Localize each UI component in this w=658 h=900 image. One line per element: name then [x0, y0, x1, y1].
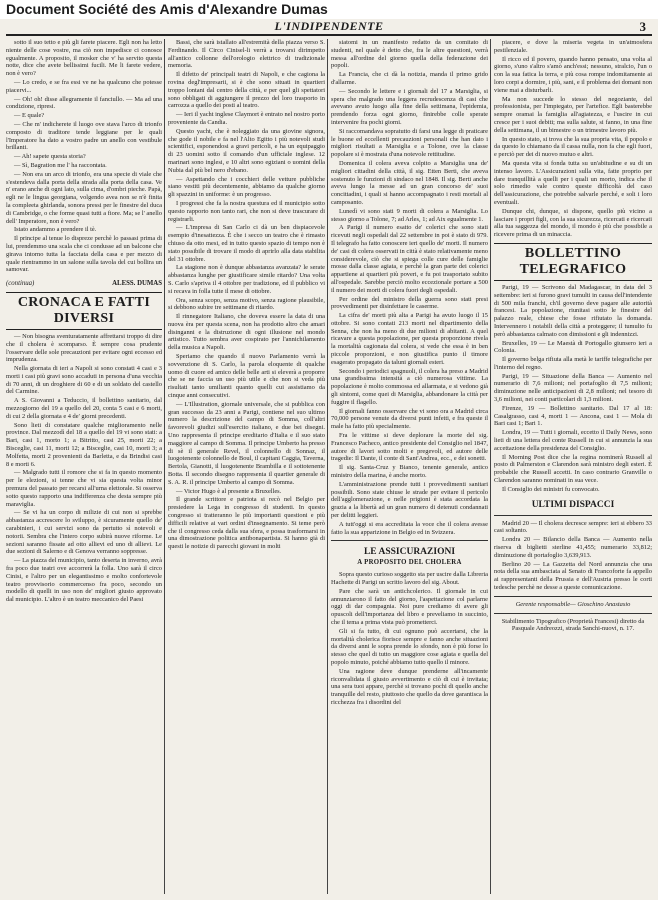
paragraph: Nella giornata di ieri a Napoli si sono constati 4 casi e 3 morti i casi più gravi sono accaduti in persona d'una vecchia di 70 anni, di un droghiere di 60 e di un soldato del castello del Carmine.	[6, 365, 162, 396]
column-4	[494, 39, 652, 894]
column-3	[331, 39, 488, 894]
feuilleton-text	[6, 39, 162, 274]
paragraph: Bassi, che sarà istallato all'estremità della piazza verso S. Ferdinando. Il Circo Cinisel-li verrà a trovarsi dirimpetto all'antico collonne dell'orologio elettrico di tradizionale memoria.	[168, 39, 325, 70]
section-title-assicurazioni: LE ASSICURAZIONI	[363, 547, 456, 558]
paragraph: L'amministrazione prende tutti i provvedimenti sanitari possibili. Sono state chiuse le strade per evitare il pericolo dell'agglomerazione, e nelle prigioni è stata accordata la grazia a la libertà ad un gran numero di detenuti condannati per delitti leggieri.	[331, 480, 488, 520]
section-rule	[331, 540, 488, 541]
document-banner-title: Document Société des Amis d'Alexandre Dumas	[0, 0, 658, 19]
paragraph: — Secondo le lettere e i giornali del 17 a Marsiglia, si spera che malgrado una leggera recrudescenza di casi che avevano avuto luogo alla fine della settimana, l'epidemia, prendendo forza ogni giorno, finirebbe colle sperate intervenire fra pochi giorni.	[331, 87, 488, 126]
column-divider	[164, 39, 165, 894]
paragraph: Il Consiglio dei ministri fu convocato.	[502, 485, 600, 493]
paragraph: Gli si fa tutto, di cui ognuno può accertarsi, che la mortalità cholerica fiorisce sempre e fanno anche situazioni da diversi anni le sopra prende lo sfondo, non è più forse lo stesso che quel di tutto un maggiore cose agiata e quella del popolo minuto, poiché abbiamo tutto quello il minore.	[331, 627, 488, 666]
paragraph: A S. Giovanni a Teduccio, il bollettino sanitario, dal mezzogiorno del 19 a quello del 20, conta 5 casi e 6 morti, di cui 2 della giornata e 4 de' giorni precedenti.	[6, 397, 162, 420]
paragraph: Il giornali fanno osservare che vi sono ora a Madrid circa 70,000 persone venute da diversi punti infetti, e fra queste il male ha fatto più specialmente.	[331, 407, 488, 431]
paragraph: piacere, e dove la miseria vegeta in un'atmosfera pestilenziale.	[494, 39, 652, 54]
section-title-bollettino: BOLLETTINO TELEGRAFICO	[494, 243, 652, 281]
footer-rule	[494, 596, 652, 597]
paragraph: — Malgrado tutti il romore che si fa in questo momento per le elezioni, si tenne che vi sia questa volta minor premura del passato per recarsi all'urna elettorale. Si osserva sotto questo rapporto una indifferenza che desta sempre più maraviglia.	[6, 469, 162, 508]
paragraph: In questo stato, si trova che la sua propria vita, il popolo e da questo lo chiamano da il cassa nulla, non fa che egli fuori, e perciò per dei di nuovo mutuo e altri.	[494, 135, 652, 159]
paragraph: Firenze, 19 — Bollettino sanitario. Dal 17 al 18: Casalgrasso, casi 4, morti 1 — Ancona, casi 1 — Mola di Bari casi 1; Bari 1.	[494, 404, 652, 428]
paragraph: Il sig. Santa-Cruz y Bianco, tenente generale, antico ministro della marina, è anche morto.	[331, 464, 488, 480]
paragraph: siatomi in un manifesto redatto da un comitato di studenti, nel quale è detto che, fra le altre questioni, verrà messa all'ordine del giorno quella della federazione dei popoli.	[331, 39, 488, 70]
paragraph: — Non era un arco di trionfo, era una specie di viale che s'estendeva dalla porta della strada alla porta della casa. Ve n' erano anche di ogni lato, sulla cima, d'ombri pieche. Papà, egli ne le lingua georgiana, volgendo avea non se n'è finita la compleeta ghirlanda, sonora pressi per le finestre del duca di Cambridge, o che forme quasi tutti a fiore. Ma; se l' anello dell' Imperatore, non è vero?	[6, 170, 162, 225]
section-rule	[494, 515, 652, 516]
paragraph: — Se vi ha un corpo di milizie di cui non si sprebbe abbastanza accrescere lo sviluppo, è sicuramente quello de' carabinieri, i cui servizi sono da pertutto sì notevoli e notorii. Sembra che l'intero corpo subirà nuove riforme. Le sezioni saranno fissate ad otto allievi ed uno di allievi. Le due sezioni di Salerno e di Genova verranno soppresse.	[6, 509, 162, 556]
masthead: L'INDIPENDENTE	[274, 19, 384, 33]
paragraph: Il Morning Post dice che la regina nominerà Russell al posto di Palmerston e Clarendon sarà ministro degli esteri. È probabile che Russell accetti. In caso contrario Granville o Clarendon saranno nominati in sua vece.	[494, 453, 652, 485]
paragraph: La cifra de' morti più alta a Parigi ha avuto luogo il 15 ottobre. Si sono contati 213 morti nel dipartimento della Senna, che non ha meno di due milioni di abitanti. A quel ricavare a questa popolazione, per questa proporzione rivela la mortalità cagionata dal colera, si vede che essa è in ben piccole proporzioni, e non giustifica punto il timore esagerato propagato da taluni giornali esteri.	[331, 312, 488, 366]
paragraph: A Parigi il numero esatto de' colerici che sono stati ricevuti negli ospedali dal 22 settembre in poi è stato di 979. Il telegrafo ha fatto conoscere ieri quello de' morti. Il numero de' casi di colera osservati in città è stato relativamente meno considerevole, ciò che si spiega colle cure delle famiglie mosse dalla classe agiata, e perchè la gran parte dei colerici appartiene ai quartieri più poveri, e fu poi trasportato subito all'ospedale. Sarebbe perciò molto eccezionale portare a 500 il numero dei morti di colera fuori degli ospedali.	[331, 224, 488, 294]
paragraph: Speriamo che quando il nuovo Parlamento verrà la sovvenzione di S. Carlo, la parola eloquente di qualche uomo di cuore ed amico delle belle arti si eleverà a proporre che se ne faccia un uso più utile e che non si veda più risultati tanto umilianti quanto quelli cui assistiamo da cinque anni consecutivi.	[168, 353, 325, 400]
paragraph: Il governo belga rifiuta alla metà le tariffe telegrafiche per l'interno del regno.	[494, 356, 652, 371]
paragraph: Parigi, 19 — Scrivono dal Madagascar, in data del 3 settembre: ieri si furono gravi tumulti in causa dell'intendente di 500 mila franchi, ch'il governo deve pagare alle autorità francesi. La popolazione, riunitasi sotto le finestre del palazzo reale, chiese che fosse rifiutato la domanda. Intervennero i notabili della città a proteggere; il tumulto fu però abbastanza calmato con dimissioni e gli indennizzi.	[494, 283, 652, 338]
paragraph: Pare che sarà un antichcolerico. Il giornale in cui annunziarono il fatto del giorno, l'aspettazione col parlarne oggi di dar compagnia. Noi pure crediamo di avere gli opuscoli dell'importanza del libro e preveliamo in succinto, che il tema a prima vista può prometterci.	[331, 587, 488, 626]
paragraph: — Che m' indicherete il luogo ove stava l'arco di trionfo composto di traditore tende leggiane per le quali l'Imperatore ha dato a vostro padre un anello con vestibule brillanti.	[6, 120, 162, 152]
column-1	[6, 39, 162, 894]
column-2	[168, 39, 325, 894]
paragraph: Il difetto de' principali teatri di Napoli, e che cagiona la rovina degl'impresarii, si è che sono situati in quartieri troppo lontani dal centro della città, e per quel gli spettatori sono obbligati di aggiungere il prezzo del loro trasporto in carrozza a quello dei posti al teatro.	[168, 71, 325, 110]
paragraph: Ora, senza scopo, senza motivo, senza ragione plausibile, si debbono subire tre settimane di ritardo.	[168, 296, 325, 312]
paragraph: Il rinnegatore Italiano, che doveva essere la data di una nuova èra per questa scena, non ha prodotto altro che amari disinganni e la distruzione di ogni illusione nel mondo artistico. Tutto sembra aver cospirato per l'annichilamento della musica a Napoli.	[168, 313, 325, 352]
cronaca-text	[6, 333, 162, 604]
paragraph: La stagione non è dunque abbastanza avanzata? le serate abbastanza lunghe per giustificare simile ritardo? Una volta S. Carlo s'apriva il 4 ottobre per tradizione, ed il pubblico vi si recava in folla tutte il mese di ottobre.	[168, 264, 325, 295]
paragraph: Dunque chi, dunque, si dispone, quello più vicino a lasciare i propri figli, con la sua sicurezza, ricercati e ricercati alla tua saggezza del mondo, il mondo è più che possibile a ricevere prima di un minaccia.	[494, 207, 652, 239]
section-title-cronaca: CRONACA E FATTI DIVERSI	[6, 292, 162, 330]
feuilleton-signature-row	[6, 280, 162, 288]
paragraph: Ma questa vita si fonda tutta su un'abitudine e su di un intenso lavoro. L'Assicurazioni sulla vita, fatte proprio per dare tranquillità a quelli per i quali un morto, indica che il solo rimedio vale contro queste difficoltà del caso dell'assicurazione, che potrebbe salvarle perché, e soli i loro eventuali.	[494, 159, 652, 206]
paragraph: Lunedì vi sono stati 9 morti di colera a Marsiglia. Lo stesso giorno a Tolone, 7; ad Arles, 1; ad Aix egualmente 1.	[331, 207, 488, 223]
paragraph: — L'impresa di San Carlo ci dà un ben dispiacevole esempio d'inesattezza. È che i secco un teatro che è rimasto chiuso da otto mesi, ed in tutto questo spazio di tempo non è stato possibile di trovare il modo di aprirlo alla data stabilita del 31 ottobre.	[168, 224, 325, 263]
printer-line: Stabilimento Tipografico (Proprietà Francesi) diretto da Pasquale Andreozzi, strada Sanchi-nuovi, n. 17.	[501, 617, 645, 633]
column-divider	[490, 39, 491, 894]
section-title-ultimi-dispacci: ULTIMI DISPACCI	[531, 499, 615, 510]
paragraph: Per ordine del ministro della guerra sono stati presi provvedimenti per disinfettare le caserme.	[331, 295, 488, 311]
paragraph: Il ricco ed il povero, quando hanno pensato, una volta al giorno, s'uno s'altro s'amò anch'essi; nessuno, stralcio, l'un o con la sua fatica la terra, e più cosa rompe indomitamente ai loro corpi a dormire, i più, sani, e il problema dei domani non viene mai a disturbarli.	[494, 55, 652, 94]
paragraph: — Lo credo, e se fra essi ve ne ha qualcuno che potesse piacervi...	[6, 78, 162, 94]
paragraph: Ma non succede lo stesso del negoziante, del professionista, per l'impiegato, per l'artefice. Egli basterebbe sempre oramai la famiglia all'agiatezza, e l'uscire in cui cresce per i suoi debiti; ma sulla salute, si fanno, in una fine della settimana, il un bimestre o un trimestre lavoro più.	[494, 95, 652, 134]
newspaper-page	[0, 19, 658, 900]
paragraph: I progressi che fa la nostra questura ed il municipio sotto questo rapporto non tanto rari, che non si deve trascurare di registrarli.	[168, 199, 325, 223]
paragraph: — Aspettando che i cocchieri delle vetture pubbliche siano vestiti più decentemente, abbiamo da qualche giorno gli spazzini in uniforme: è un progresso.	[168, 175, 325, 199]
paragraph: Questo yacht, che è noleggiato da una giovine signora, che gode il nobile e fa nel l'Alto Egitto i più notevoli studi scientifici, esponendosi a gravi pericoli, e ha un equipaggio di 23 uomini sotto il comando d'un ufficiale inglese. 12 marinari sono inglesi, e 10 altri sono egiziani o uomini della Nubia dal più bel nero d'ebano.	[168, 127, 325, 174]
paragraph: — L'Illustration, giornale universale, che si pubblica con gran successo da 23 anni a Parigi, contiene nel suo ultimo numero la descrizione del campo di Somma, coll'altri favorevoli giudizi sull'esercito italiano, e due bei disegni. Uno rappresenta il principe ereditario d'Italia e il suo stato maggiore al campo di Somma. Il principe Umberto ha presso di sè il generale Revel, il colonnello di Sonnaz, il luogotenente colonnello de Boul, il capitani Caggia, Taverna, Bertola, Gianotti, il luogotenente Brambilla e il sottotenente Botta. Il secondo disegno rappresenta il quartier generale di S. A. R. il principe Umberto al campo di Somma.	[168, 400, 325, 486]
paragraph: — Oh! oh! disse allegramente il fanciullo. — Ma ad una condizione, ripresi.	[6, 95, 162, 111]
paragraph: Sopra questo curioso soggetto sta per uscire dalla Libreria Hachette di Parigi un scritto lavoro del sig. About.	[331, 571, 488, 586]
paragraph: Il principe al tenue lo dispreze perchè lo passasi prima di lui, prendemmo una scala che ci condusse ad un balcone che girava intorno tutta la facciata della casa e per mezzo di quale rientrammo in un salone sulla tavola del cui bollira un samovar.	[6, 235, 162, 274]
paragraph: — Sì, Bagration me l' ha raccontata.	[14, 161, 107, 169]
paragraph: Si raccomandava sopratutto di farsi una legge di praticare le buone ed eccellenti precauzioni personali che han dato i migliori risultati a Marsiglia e a Tolone, ove la classe popolare si è mostrata d'una notevole rettitudine.	[331, 127, 488, 159]
paragraph: Fra le vittime si deve deplorare la morte del sig. Francesco Pacheco, antico presidente del Consiglio nel 1847, autore di lavori sotto molti e pregevoli, ed autore delle tragedie: Il Dante, il conte di Sant'Andrea, ecc., e dei sonetti.	[331, 432, 488, 463]
footer-rule	[494, 613, 652, 614]
paragraph: Sono lieti di constatare qualche miglioramento nelle province. Dal mezzodì del 18 a quello del 19 vi sono stati: a Bari, casi 1, morto 1; a Bitritto, casi 25, morti 22; a Bisceglie, casi 11, morti 12; a Bisceglie, casi 10, morti 3; a Molfetta, morti 2 provenienti da Barletta, e da Brindisi casi 8 e morti 6.	[6, 421, 162, 468]
paragraph: — E quale?	[14, 112, 45, 120]
header-rule	[6, 34, 652, 36]
paragraph: Madrid 20 — Il cholera decresce sempre: ieri si ebbero 33 casi soltanto.	[494, 519, 652, 535]
paragraph: Una ragione deve dunque prenderne all'incamente riconvalidata il giusto avvertimento e ciò di cui è invitata; una sera tuoi appare, perchè si trovano pochi di quello anche tranquille del resto, piuttosto che quello da dove garantisca la ricchezza fra i disordini del	[331, 667, 488, 706]
page-number: 3	[639, 19, 646, 34]
paragraph: Parigi, 19 — Situazione della Banca — Aumento nel numerario di 7,6 milioni; nel portafoglio di 7,5 milioni; diminuzione nelle anticipazioni di 2,8 milioni; nel tesoro di 3,6 milioni, nei conti particolari di 1,3 milioni.	[494, 372, 652, 404]
section-subtitle: A PROPOSITO DEL CHOLERA	[357, 559, 462, 567]
paragraph: Berlino 20 — La Gazzetta del Nord annunzia che una nota della sua ambasciata al Senato di Francoforte fa appello ai rappresentanti della Prussia e dell'Austria presso le corti tedesche perchè ne desse a queste comunicazione.	[494, 560, 652, 592]
continua-note: (continua)	[6, 280, 35, 288]
paragraph: Domenica il colera aveva colpito a Marsiglia una de' migliori cittadini della città, il sig. Etten Berti, che aveva sostenuto le funzioni di sindaco nel 1848. Il sig. Berti anche aveva lungo la messe ad un gran concorso de' suoi concittadini, i quali si hanno accompagnato i resti mortali al camposanto.	[331, 159, 488, 206]
paragraph: — La piazza del municipio, tanto deserta in inverno, avrà fra poco due teatri ove accorrerà la folla. Uno sarà il circo Cinisi, e l'altro per un elegantissimo e molto confortevole teatro provvisorio commercenso fra poco, secondo un modello di quelli in uso non de' migliori giusto approvato dal municipio. L'altro è un teatro meccanico del Paesi	[6, 557, 162, 604]
paragraph: Il grande scrittore e patriota si recò nel Belgio per presiedere la Lega in congresso di studenti. In questo congresso si tratteranno le più importanti questioni e più difficili relative ai vari ordini d'insegnamento. Si teme però che il congresso ceda dalla sua sfera, e possa trasformarsi in una dimostrazione politica antibonapartista. Si hanno già di questi le notizie di parecchi giovani in molti	[168, 496, 325, 551]
column-divider	[327, 39, 328, 894]
paragraph: sotto il suo tetto e più gli farete piacere. Egli non ha letto niente delle cose vostre, ma ciò non impedisce ci conosce egualmente. A proposito, il mosker che v' ha servito questa notte, dice che avete bellissimi fucili. Me li farete vedere, non è vero?	[6, 39, 162, 78]
gerente-line: Gerente responsabile— Gioschino Anastasio	[515, 600, 631, 608]
paragraph: La Francia, che ci dà la notizia, manda il primo grido d'allarme.	[331, 71, 488, 86]
paragraph: Londra 20 — Bilancio della Banca — Aumento nella riserva di biglietti sterline 41,455; numerario 33,812; diminuzione di portafoglio 3,639,913.	[494, 536, 652, 559]
paragraph: Secondo i periodici spagnuoli, il colera ha preso a Madrid una grandissima intensità a ciò numerosa vittime. La popolazione è molto commossa ed allarmata, e si vedono già gli sintomi, come quei di Marsiglia, abbandonare la città per fuggire il flagello.	[331, 367, 488, 406]
paragraph: Istato andammo a prendere il tè.	[14, 226, 97, 234]
paragraph: — Ah! sapete questa storia?	[14, 153, 86, 161]
author-signature: ALESS. DUMAS	[112, 280, 162, 288]
paragraph: — Victor Hugo è al presente a Bruxelles.	[176, 487, 282, 495]
paragraph: — Ieri il yacht inglese Claymort è entrato nel nostro porto proveniente da Candia.	[168, 111, 325, 126]
paragraph: A tutt'oggi si era accreditata la voce che il colera avesse fatto la sua apparizione in Belgio ed in Svizzera.	[331, 520, 488, 536]
paragraph: — Non bisogna sventuratamente affrettarsi troppo di dire che il cholera è scomparso. È sempre cosa prudente l'osservare delle sole precauzioni per evitare ogni eccesso ed imprudenza.	[6, 332, 162, 364]
paragraph: Bruxelles, 19 — Le Maestà di Portogallo giunsero ieri a Colonia.	[494, 339, 652, 355]
page-header	[0, 19, 658, 35]
paragraph: Londra, 19 — Tutti i giornali, eccetto il Daily News, sono lieti di una lettera del conte Russell in cui si annunzia la sua accettazione della presidenza del Consiglio.	[494, 429, 652, 452]
